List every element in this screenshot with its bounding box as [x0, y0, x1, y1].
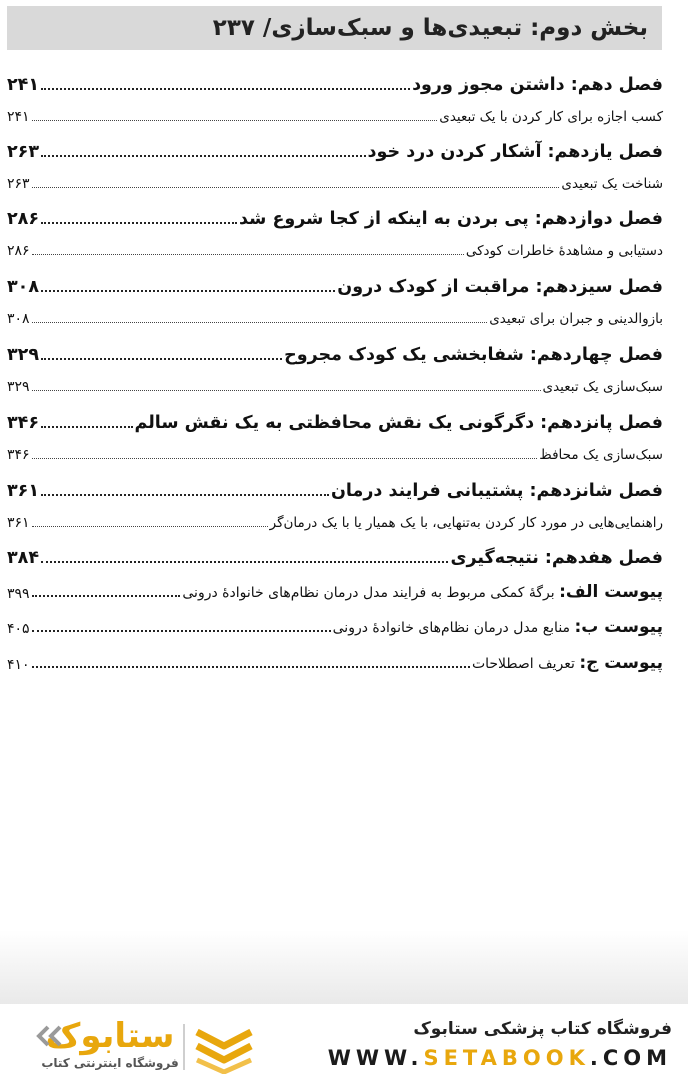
- toc-entry-title: فصل دهم: داشتن مجوز ورود: [412, 75, 663, 95]
- toc-entry-title: فصل پانزدهم: دگرگونی یک نقش محافظتی به یک نقش سالم: [134, 413, 663, 433]
- dot-leader: [32, 630, 331, 632]
- toc-entry-title: سبک‌سازی یک تبعیدی: [542, 379, 663, 395]
- toc-page-number: ۳۶۱: [7, 481, 40, 501]
- appendix-label: پیوست ج:: [579, 653, 663, 673]
- url-suffix: .COM: [589, 1046, 672, 1070]
- appendix-title: تعریف اصطلاحات: [471, 656, 575, 672]
- store-url-link[interactable]: [328, 1046, 672, 1070]
- dot-leader: [32, 526, 268, 527]
- url-brand: SETABOOK: [423, 1046, 590, 1070]
- dot-leader: [41, 155, 366, 157]
- toc-subentry-15[interactable]: [7, 435, 663, 465]
- dot-leader: [41, 88, 410, 90]
- toc-page-number: ۲۸۶: [7, 243, 30, 259]
- appendix-label: پیوست الف:: [559, 582, 663, 602]
- appendix-title: منابع مدل درمان نظام‌های خانوادهٔ درونی: [332, 620, 571, 636]
- toc-page-number: ۳۸۴: [7, 548, 40, 568]
- toc-entry-title: دستیابی و مشاهدهٔ خاطرات کودکی: [465, 243, 663, 259]
- toc-page-number: ۲۴۱: [7, 75, 40, 95]
- toc-entry-title: فصل دوازدهم: پی بردن به اینکه از کجا شروع شد: [239, 209, 663, 229]
- toc-chapter-13[interactable]: [7, 269, 663, 299]
- toc-entry-title: فصل هفدهم: نتیجه‌گیری: [450, 548, 663, 568]
- toc-entry-title: فصل شانزدهم: پشتیبانی فرایند درمان: [331, 481, 663, 501]
- toc-appendix-b[interactable]: [7, 609, 663, 639]
- dot-leader: [41, 290, 335, 292]
- book-stack-icon: [193, 1022, 255, 1074]
- section-header: [7, 6, 662, 50]
- store-name: فروشگاه کتاب پزشکی ستابوک: [413, 1019, 672, 1039]
- toc-subentry-12[interactable]: [7, 231, 663, 261]
- toc-entry-title: [182, 582, 663, 604]
- dot-leader: [32, 595, 181, 597]
- toc-page-number: ۲۶۳: [7, 142, 40, 162]
- logo-divider: [183, 1024, 185, 1070]
- toc-chapter-15[interactable]: [7, 405, 663, 435]
- toc-page-number: ۳۰۸: [7, 311, 30, 327]
- dot-leader: [41, 494, 329, 496]
- section-title: بخش دوم: تبعیدی‌ها و سبک‌سازی/ ۲۳۷: [212, 15, 648, 41]
- toc-page-number: ۳۴۶: [7, 413, 40, 433]
- toc-page-number: ۳۹۹: [7, 586, 30, 602]
- toc-entry-title: راهنمایی‌هایی در مورد کار کردن به‌تنهایی، با یک همیار یا با یک درمان‌گر: [269, 515, 663, 531]
- toc-entry-title: فصل یازدهم: آشکار کردن درد خود: [367, 142, 663, 162]
- toc-subentry-11[interactable]: [7, 164, 663, 194]
- dot-leader: [32, 390, 541, 391]
- toc-page-number: ۳۶۱: [7, 515, 30, 531]
- dot-leader: [41, 358, 282, 360]
- toc-page-number: ۳۴۶: [7, 447, 30, 463]
- appendix-title: برگهٔ کمکی مربوط به فرایند مدل درمان نظام‌های خانوادهٔ درونی: [182, 585, 555, 601]
- logo-wordmark: ستابوک: [45, 1016, 175, 1056]
- toc-chapter-10[interactable]: [7, 67, 663, 97]
- dot-leader: [32, 187, 560, 188]
- toc-page-number: ۳۰۸: [7, 277, 40, 297]
- toc-page-number: ۴۱۰: [7, 657, 30, 673]
- dot-leader: [32, 322, 488, 323]
- page-shadow: [0, 930, 688, 1005]
- dot-leader: [41, 426, 132, 428]
- toc-entry-title: بازوالدینی و جبران برای تبعیدی: [489, 311, 663, 327]
- dot-leader: [32, 458, 538, 459]
- toc-chapter-14[interactable]: [7, 337, 663, 367]
- toc-page-number: ۲۶۳: [7, 176, 30, 192]
- toc-page-number: ۳۲۹: [7, 345, 40, 365]
- toc-entry-title: سبک‌سازی یک محافظ: [539, 447, 663, 463]
- toc-entry-title: شناخت یک تبعیدی: [561, 176, 663, 192]
- toc-appendix-c[interactable]: [7, 645, 663, 675]
- toc-entry-title: [472, 653, 663, 675]
- toc-chapter-11[interactable]: [7, 134, 663, 164]
- toc-entry-title: فصل چهاردهم: شفابخشی یک کودک مجروح: [284, 345, 663, 365]
- toc-subentry-10[interactable]: [7, 97, 663, 127]
- dot-leader: [41, 561, 448, 563]
- toc-subentry-16[interactable]: [7, 503, 663, 533]
- toc-chapter-17[interactable]: [7, 540, 663, 570]
- toc-entry-title: فصل سیزدهم: مراقبت از کودک درون: [337, 277, 663, 297]
- dot-leader: [32, 120, 438, 121]
- toc-subentry-14[interactable]: [7, 367, 663, 397]
- url-prefix: WWW.: [327, 1046, 424, 1070]
- toc-chapter-16[interactable]: [7, 473, 663, 503]
- store-footer: [0, 1004, 688, 1080]
- toc-page-number: ۳۲۹: [7, 379, 30, 395]
- dot-leader: [32, 254, 464, 255]
- toc-subentry-13[interactable]: [7, 299, 663, 329]
- appendix-label: پیوست ب:: [574, 617, 663, 637]
- dot-leader: [32, 666, 470, 668]
- double-chevron-left-icon: [36, 1025, 64, 1047]
- logo-tagline: فروشگاه اینترنتی کتاب: [41, 1056, 179, 1070]
- toc-page-number: ۲۸۶: [7, 209, 40, 229]
- toc-page-number: ۴۰۵: [7, 621, 30, 637]
- toc-appendix-a[interactable]: [7, 574, 663, 604]
- toc-entry-title: کسب اجازه برای کار کردن با یک تبعیدی: [439, 109, 663, 125]
- toc-page-number: ۲۴۱: [7, 109, 30, 125]
- toc-entry-title: [333, 617, 663, 639]
- toc-chapter-12[interactable]: [7, 201, 663, 231]
- dot-leader: [41, 222, 237, 224]
